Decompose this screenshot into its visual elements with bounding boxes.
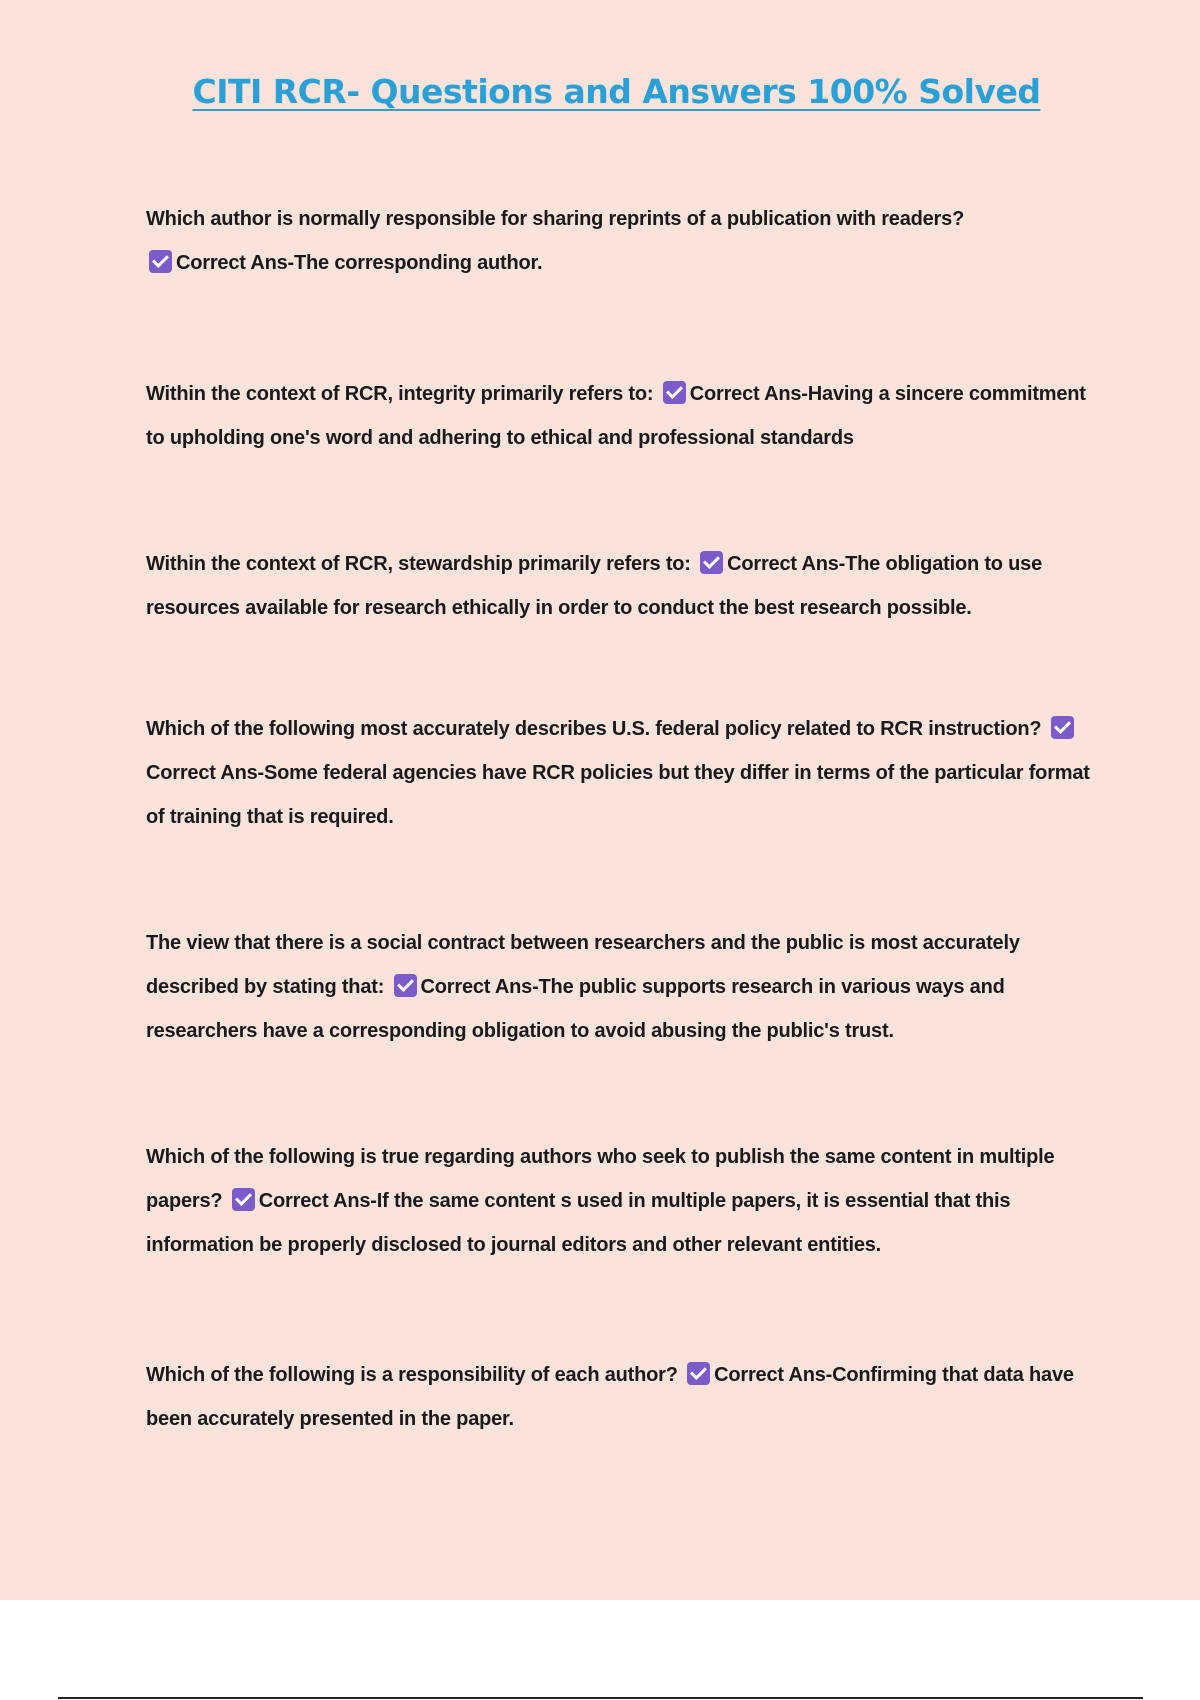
answer-prefix: Correct Ans- [689,383,808,405]
question-text: Which of the following is a responsibility of each author? [146,1364,678,1386]
answer-prefix: Correct Ans- [727,553,846,575]
answer-prefix: Correct Ans- [420,976,539,998]
question-text: Within the context of RCR, integrity primarily refers to: [146,383,654,405]
qa-item-5 [146,921,1096,1053]
qa-item-4 [146,707,1096,839]
answer-text: If the same content s used in multiple papers, it is essential that this information be properly disclosed to journal editors and other relevant entities. [146,1190,1011,1256]
answer-prefix: Correct Ans- [714,1364,833,1386]
qa-item-3 [146,542,1096,630]
checkbox-checked-icon [700,551,723,574]
qa-item-2 [146,372,1096,460]
qa-item-6 [146,1135,1096,1267]
answer-prefix: Correct Ans- [146,762,264,784]
footer-divider [58,1697,1143,1699]
answer-text: Having a sincere commitment to upholding one's word and adhering to ethical and professional standards [146,383,1086,449]
checkbox-checked-icon [394,974,417,997]
qa-item-7 [146,1353,1096,1441]
qa-item-1 [146,197,1096,285]
question-text: Within the context of RCR, stewardship primarily refers to: [146,553,691,575]
page-title: CITI RCR- Questions and Answers 100% Solved [192,72,1041,111]
checkbox-checked-icon [1051,716,1074,739]
answer-text: The public supports research in various ways and researchers have a corresponding obligation to avoid abusing the public's trust. [146,976,1005,1042]
checkbox-checked-icon [663,381,686,404]
question-text: The view that there is a social contract between researchers and the public is most accurately described by stating that: [146,932,1020,998]
answer-prefix: Correct Ans- [258,1190,377,1212]
checkbox-checked-icon [232,1188,255,1211]
question-text: Which of the following most accurately describes U.S. federal policy related to RCR instruction? [146,718,1042,740]
answer-text: The corresponding author. [294,252,543,274]
question-text: Which of the following is true regarding authors who seek to publish the same content in multiple papers? [146,1146,1055,1212]
question-text: Which author is normally responsible for sharing reprints of a publication with readers? [146,208,965,230]
answer-text: Some federal agencies have RCR policies but they differ in terms of the particular format of training that is required. [146,762,1090,828]
answer-prefix: Correct Ans- [176,252,294,274]
checkbox-checked-icon [149,250,172,273]
answer-text: The obligation to use resources available for research ethically in order to conduct the best research possible. [146,553,1043,619]
answer-text: Confirming that data have been accurately presented in the paper. [146,1364,1074,1430]
checkbox-checked-icon [687,1362,710,1385]
